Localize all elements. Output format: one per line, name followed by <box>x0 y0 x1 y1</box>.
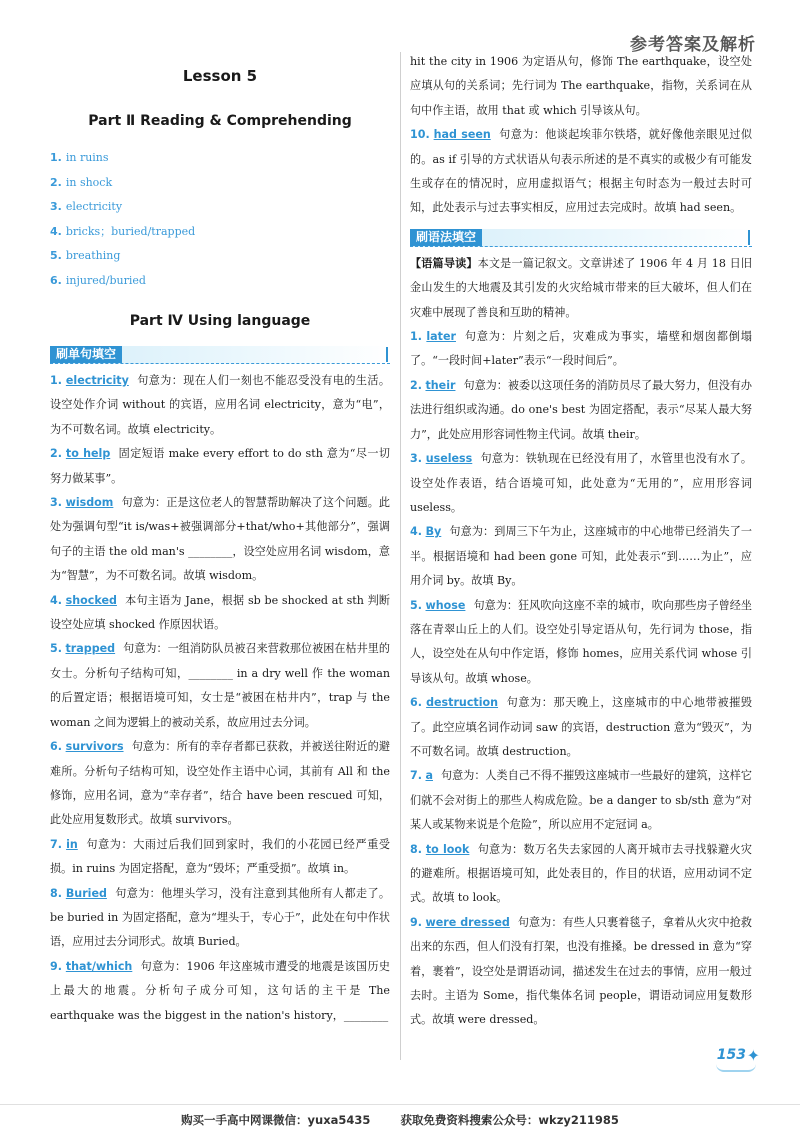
page-number: 153 <box>716 1047 746 1063</box>
part2-answer-list <box>50 146 390 293</box>
answer-item: 3. wisdom 句意为：正是这位老人的智慧帮助解决了这个问题。此处为强调句型“it is/was+被强调部分+that/who+其他部分”，强调句子的主语 the old man's ________，设空处应用名词 wisdom，意为“智慧”，为不可数名词。故填 wisdom。 <box>50 496 390 583</box>
footer-right-text: 获取免费资料搜索公众号：wkzy211985 <box>400 1113 619 1127</box>
answer-item: 2. to help 固定短语 make every effort to do sth 意为“尽一切努力做某事”。 <box>50 447 391 485</box>
list-item: 1. in ruins <box>50 151 109 164</box>
answer-item: 9. were dressed 句意为：有些人只裹着毯子，拿着从火灾中抢救出来的东西，但人们没有打架，也没有推搡。be dressed in 意为“穿着，裹着”，设空处是谓语动词，描述发生在过去的事情，应用一般过去时。主语为 Some，指代集体名词 people，谓语动词应用复数形式。故填 were dressed。 <box>410 915 752 1027</box>
list-item: 2. in shock <box>50 175 113 189</box>
list-item: 6. injured/buried <box>50 273 146 287</box>
passage-intro: 【语篇导读】本文是一篇记叙文。文章讲述了 1906 年 4 月 18 日旧金山发生的大地震及其引发的火灾给城市带来的巨大破坏，但人们在灾难中展现了善良和互助的精神。 <box>410 256 752 319</box>
part4-title: Part Ⅳ Using language <box>129 313 311 329</box>
section-banner-grammar-fill <box>410 229 752 247</box>
answer-item: 4. shocked 本句主语为 Jane，根据 sb be shocked at sth 判断设空处应填 shocked 作原因状语。 <box>50 593 390 632</box>
sparkle-icon: ✦ <box>746 1046 760 1065</box>
list-item: 4. bricks；buried/trapped <box>50 224 196 238</box>
answer-item: 1. electricity 句意为：现在人们一刻也不能忍受没有电的生活。设空处作介词 without 的宾语，应用名词 electricity，意为“电”，为不可数名词。故填 electricity。 <box>50 374 390 436</box>
right-column <box>410 50 752 1033</box>
answer-item-continued: hit the city in 1906 为定语从句，修饰 The earthquake，设空处应填从句的关系词；先行词为 The earthquake，指物，关系词在从句中作主语，故用 that 或 which 引导该从句。 <box>410 55 752 117</box>
part2-title: Part Ⅱ Reading & Comprehending <box>88 113 352 129</box>
section-banner-label: 刷单句填空 <box>50 346 122 363</box>
answer-item: 6. survivors 句意为：所有的幸存者都已获救，并被送往附近的避难所。分析句子结构可知，设空处作主语中心词，其前有 All 和 the 修饰，应用名词，意为“幸存者”，结合 have been rescued 可知，此处应用复数形式。故填 survivors。 <box>50 740 390 827</box>
answer-item: 4. By 句意为：到周三下午为止，这座城市的中心地带已经消失了一半。根据语境和 had been gone 可知，此处表示“到……为止”，应用介词 by。故填 By。 <box>410 525 752 588</box>
footer <box>0 1112 800 1128</box>
page-header-title: 参考答案及解析 <box>630 35 756 55</box>
answer-item: 10. had seen 句意为：他谈起埃菲尔铁塔，就好像他亲眼见过似的。as if 引导的方式状语从句表示所述的是不真实的或极少有可能发生或存在的情况时，应用虚拟语气；根据主句时态为一般过去时可知，此处表示与过去事实相反，应用过去完成时。故填 had seen。 <box>410 128 752 215</box>
answer-item: 7. a 句意为：人类自己不得不摧毁这座城市一些最好的建筑，这样它们就不会对街上的那些人构成危险。be a danger to sb/sth 意为“对某人或某物来说是个危险”，所以应用不定冠词 a。 <box>410 769 752 832</box>
answer-item: 5. whose 句意为：狂风吹向这座不幸的城市，吹向那些房子曾经坐落在青翠山丘上的人们。设空处引导定语从句，先行词为 those，指人，设空处在从句中作定语，修饰 homes，应用关系代词 whose 引导该从句。故填 whose。 <box>410 598 752 685</box>
passage-intro-tag: 【语篇导读】 <box>410 256 478 270</box>
banner-end-mark <box>386 347 388 362</box>
swoosh-decoration <box>716 1064 756 1072</box>
answer-item: 9. that/which 句意为：1906 年这座城市遭受的地震是该国历史上最大的地震。分析句子成分可知，这句话的主干是 The earthquake was the biggest in the nation's history，________ <box>50 959 390 1022</box>
answer-item: 8. Buried 句意为：他埋头学习，没有注意到其他所有人都走了。be buried in 为固定搭配，意为“埋头于，专心于”，此处在句中作状语，应用过去分词形式。故填 Buried。 <box>50 886 390 949</box>
footer-left-text: 购买一手高中网课微信：yuxa5435 <box>181 1113 371 1127</box>
section-banner-single-sentence <box>50 346 390 364</box>
list-item: 5. breathing <box>50 249 121 262</box>
answer-item: 7. in 句意为：大雨过后我们回到家时，我们的小花园已经严重受损。in ruins 为固定搭配，意为“毁坏；严重受损”。故填 in。 <box>50 837 390 876</box>
banner-end-mark <box>748 230 750 245</box>
answer-item: 1. later 句意为：片刻之后，灾难成为事实，墙壁和烟囱都倒塌了。“一段时间+later”表示“一段时间后”。 <box>410 330 752 368</box>
answer-item: 3. useless 句意为：铁轨现在已经没有用了，水管里也没有水了。设空处作表语，结合语境可知，此处意为“无用的”，应用形容词 useless。 <box>410 452 752 514</box>
footer-divider <box>0 1104 800 1105</box>
answer-item: 8. to look 句意为：数万名失去家园的人离开城市去寻找躲避火灾的避难所。根据语境可知，此处表目的，作目的状语，应用动词不定式。故填 to look。 <box>410 842 752 905</box>
lesson-title: Lesson 5 <box>182 67 258 85</box>
answer-item: 2. their 句意为：被委以这项任务的消防员尽了最大努力，但没有办法进行组织或沟通。do one's best 为固定搭配，表示“尽某人最大努力”，此处应用形容词性物主代词。故填 their。 <box>410 378 752 441</box>
answer-item: 6. destruction 句意为：那天晚上，这座城市的中心地带被摧毁了。此空应填名词作动词 saw 的宾语，destruction 意为“毁灭”，为不可数名词。故填 destruction。 <box>410 696 752 758</box>
column-divider <box>400 52 401 1060</box>
answer-item: 5. trapped 句意为：一组消防队员被召来营救那位被困在枯井里的女士。分析句子结构可知，________ in a dry well 作 the woman 的后置定语；根据语境可知，女士是“被困在枯井内”，trap 与 the woman 之间为逻辑上的被动关系，故应用过去分词。 <box>50 642 390 729</box>
section-banner-label: 刷语法填空 <box>410 229 482 246</box>
left-column <box>50 50 390 1028</box>
list-item: 3. electricity <box>50 200 123 213</box>
